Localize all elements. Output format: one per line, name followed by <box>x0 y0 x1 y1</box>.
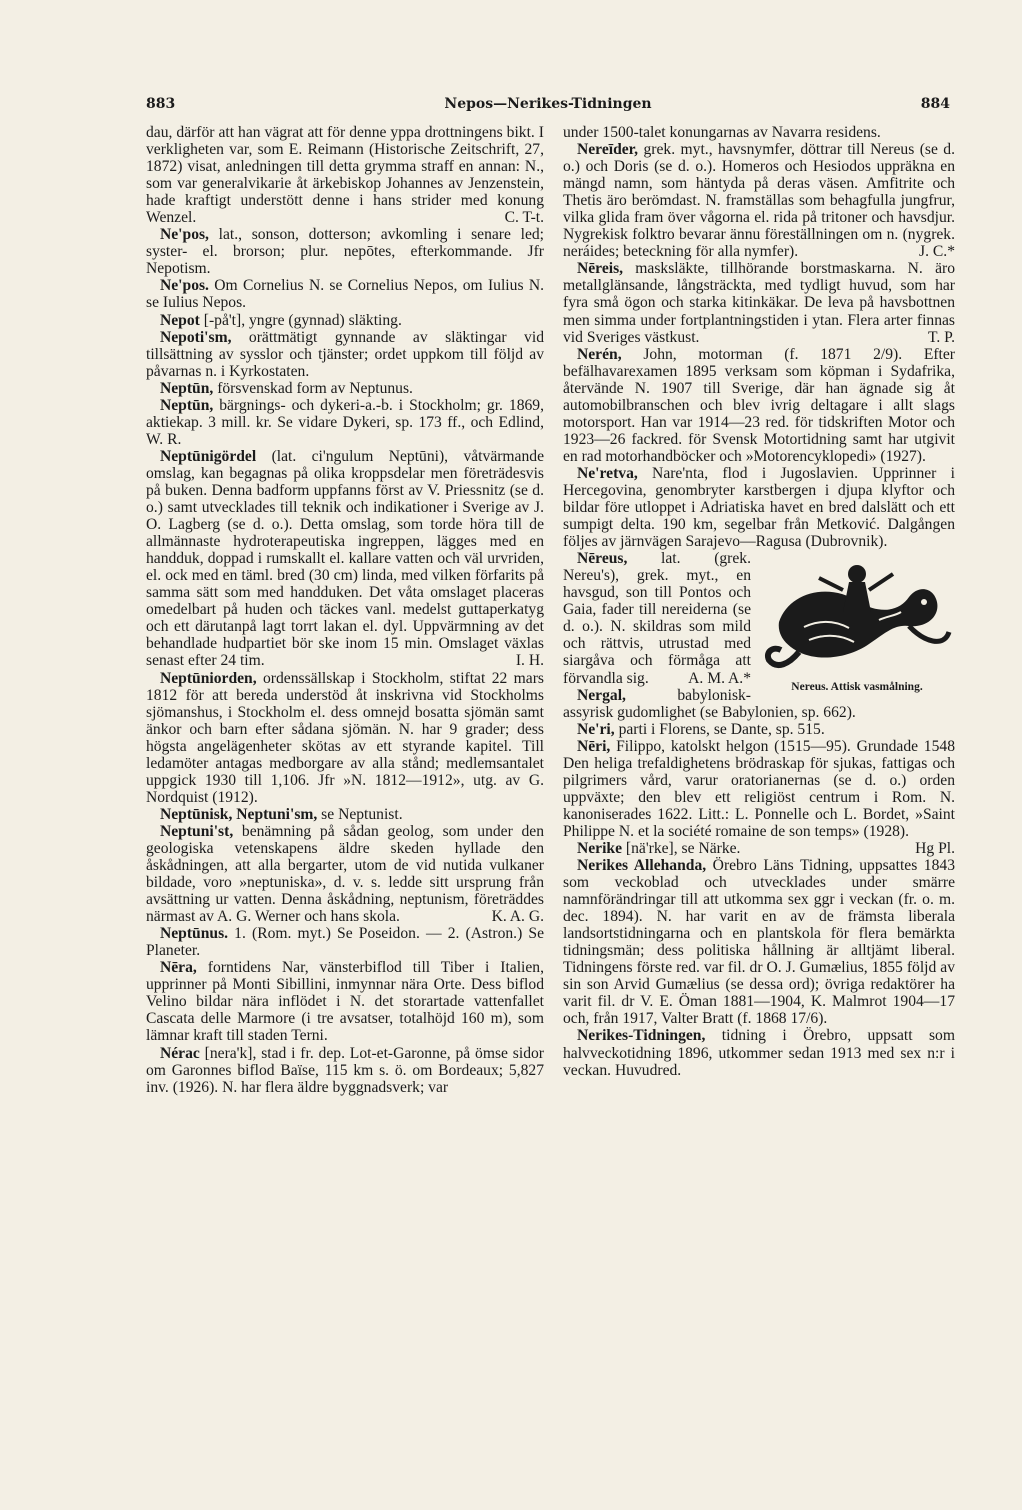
entry-text: Örebro Läns Tidning, uppsattes 1843 som veckoblad och utvecklades under smärre namnförändringar till att utkomma sex ggr i veckan (fr. o. m. dec. 1894). N. har varit en av de främsta liberala landsortstidningarna och en plantskola för flera bemärkta tidningsmän; dess politiska hållning är alltjämt liberal. Tidningens förste red. var fil. dr O. J. Gumælius, 1855 följd av sin son Arvid Gumælius (se dessa ord); övriga redaktörer ha varit fil. dr V. E. Öman 1881—1904, K. Malmrot 1904—17 och, från 1917, Valter Bratt (f. 1868 17/6). <box>563 857 955 1028</box>
article-entry <box>563 840 955 857</box>
author-signature: T. P. <box>927 328 955 346</box>
article-entry <box>146 397 544 448</box>
entry-text: under 1500-talet konungarnas av Navarra residens. <box>563 124 881 141</box>
article-entry <box>146 329 544 380</box>
entry-text: Nare'nta, flod i Jugoslavien. Upprinner i Hercegovina, genombryter karstbergen i djupa klyftor och bildar före utloppet i Adriatiska havet en bred dalslätt och ett sumpigt delta. 190 km, segelbar från Metković. Dalgången följes av järnvägen Sarajevo—Ragusa (Dubrovnik). <box>563 464 955 551</box>
article-entry <box>146 670 544 806</box>
article-entry <box>146 312 544 329</box>
entry-text: [-på't], yngre (gynnad) släkting. <box>199 311 402 329</box>
article-entry <box>146 448 544 670</box>
entry-text: benämning på sådan geolog, som under den geologiska vetenskapens äldre skeden hyllade den åskådningen, att alla bergarter, utom de vid nutida vulkaner bildade, voro »neptuniska», d. v. s. ledde sitt ursprung från avsättning ur vatten. Denna åskådning, neptunism, företräddes närmast av A. G. Werner och hans skola. <box>146 822 544 926</box>
nereus-figure <box>759 552 955 700</box>
entry-text: masksläkte, tillhörande borstmaskarna. N. äro metallglänsande, långsträckta, med tydligt huvud, som har fyra små ögon och starka kitinkäkar. De leva på havsbottnen men simma under fortplantningstiden i ytan. Flera arter finnas vid Sveriges västkust. <box>563 260 955 346</box>
article-entry <box>146 1045 544 1096</box>
author-signature: J. C.* <box>919 243 955 261</box>
entry-headword: Ne'ri, <box>577 720 615 738</box>
entry-text: Filippo, katolskt helgon (1515—95). Grundade 1548 Den heliga trefaldighetens brödraskap för sjukas, fattigas och pilgrimers vård, varur oratorianernas (se d. o.) orden uppväxte; den blev ett religiöst centrum i Rom. N. kanoniserades 1622. Litt.: L. Ponnelle och L. Bordet, »Saint Philippe N. et la société romaine de son temps» (1928). <box>563 737 955 840</box>
article-entry <box>146 226 544 277</box>
article-entry <box>146 277 544 311</box>
page-header <box>146 96 950 118</box>
entry-text: se Neptunist. <box>317 805 403 823</box>
entry-headword: Nergal, <box>577 686 626 704</box>
article-entry <box>146 925 544 959</box>
entry-headword: Nēreus, <box>577 550 628 568</box>
article-entry <box>563 260 955 345</box>
entry-text: tidning i Örebro, uppsatt som halvveckotidning 1896, utkommer sedan 1913 med sex n:r i veckan. Huvudred. <box>563 1027 955 1079</box>
entry-headword: Nēreis, <box>577 260 624 278</box>
author-signature: C. T-t. <box>504 209 544 227</box>
article-entry <box>563 1027 955 1078</box>
entry-headword: Nerén, <box>577 345 622 363</box>
figure-caption: Nereus. Attisk vasmålning. <box>791 681 923 694</box>
article-entry <box>563 346 955 465</box>
entry-headword: Neptūnus. <box>160 925 229 943</box>
entry-headword: Neptūnigördel <box>160 447 257 465</box>
entry-text: ordenssällskap i Stockholm, stiftat 22 mars 1812 för att bereda understöd åt inskrivna vid Stockholms sjömanshus, i Stockholm el. dess omnejd bosatta sjömän samt änkor och barn efter sådana sjömän. N. har 9 grader; dess högsta angelägenheter skötas av ett styrande kapitel. Till ledamöter antagas medborgare av alla stånd; medlemsantalet uppgick 1930 till 1,106. Jfr »N. 1812—1912», utg. av G. Nordquist (1912). <box>146 669 544 806</box>
entry-headword: Nerike <box>577 839 623 857</box>
entry-text: (lat. ci'ngulum Neptūni), våtvärmande omslag, kan begagnas på olika kroppsdelar men företrädesvis på buken. Denna badform uppfanns först av V. Priessnitz (se d. o.) samt utvecklades till teknik och indikationer i Sverige av J. O. Lagberg (se d. o.). Detta omslag, som torde höra till de allmännaste hydroterapeutiska ingreppen, lägges med en handduk, doppad i rumskallt el. kallare vatten och väl urvriden, el. ock med en täml. bred (30 cm) linda, med vilken förfarits på samma sätt som med handduken. Det våta omslaget placeras omedelbart på huden och täckes vanl. medelst guttaperkatyg och ett därutanpå lagt torrt lakan el. dyl. Uppvärmning av det behandlade hudpartiet bör ske inom 15 min. Omslaget växlas senast efter 24 tim. <box>146 447 544 670</box>
nereus-vase-painting-icon <box>759 552 955 680</box>
article-entry <box>146 959 544 1044</box>
entry-headword: Nérac <box>160 1044 200 1062</box>
article-entry <box>563 857 955 1027</box>
entry-headword: Nerikes-Tidningen, <box>577 1027 706 1045</box>
entry-text: grek. myt., havsnymfer, döttrar till Nereus (se d. o.) och Doris (se d. o.). Homeros och Hesiodos uppräkna en mängd namn, som häntyda på deras väsen. Amfitrite och Thetis äro berömdast. N. framställas som behagfulla jungfrur, vilka glida fram över vågorna el. rida på tritoner och havsdjur. Nygrekisk folktro bevarar ännu föreställningen om n. (nygrek. neráides; beteckning för alla nymfer). <box>563 141 955 261</box>
entry-text: bärgnings- och dykeri-a.-b. i Stockholm; gr. 1869, aktiekap. 3 mill. kr. Se vidare Dykeri, sp. 173 ff., och Edlind, W. R. <box>146 396 544 448</box>
entry-headword: Ne'retva, <box>577 464 638 482</box>
entry-headword: Nereīder, <box>577 141 639 159</box>
entry-text: orättmätigt gynnande av släktingar vid tillsättning av sysslor och tjänster; ordet uppkom till följd av påvarnas n. i Kyrkostaten. <box>146 328 544 380</box>
entry-text: [nä'rke], se Närke. <box>622 839 741 857</box>
entry-headword: Neptūn, <box>160 396 214 414</box>
entry-headword: Neptūniorden, <box>160 669 257 687</box>
right-column <box>563 124 955 1424</box>
entry-text: 1. (Rom. myt.) Se Poseidon. — 2. (Astron.) Se Planeter. <box>146 925 544 960</box>
entry-text: lat., sonson, dotterson; avkomling i senare led; syster- el. brorson; plur. nepōtes, efterkommande. Jfr Nepotism. <box>146 226 544 278</box>
left-column <box>146 124 544 1424</box>
article-entry <box>146 823 544 925</box>
entry-headword: Nēri, <box>577 737 611 755</box>
entry-text: försvenskad form av Neptunus. <box>213 379 413 397</box>
entry-text: parti i Florens, se Dante, sp. 515. <box>614 720 825 738</box>
running-title: Nepos—Nerikes-Tidningen <box>444 96 652 112</box>
author-signature: K. A. G. <box>491 908 544 926</box>
entry-text: babylonisk-assyrisk gudomlighet (se Babylonien, sp. 662). <box>563 686 856 721</box>
entry-headword: Neptuni'st, <box>160 822 234 840</box>
author-signature: A. M. A.* <box>688 669 751 687</box>
author-signature: I. H. <box>515 652 544 670</box>
entry-text: dau, därför att han vägrat att för denne yppa drottningens bikt. I verkligheten var, som E. Reimann (Historische Zeitschrift, 27, 1872) visat, anledningen till detta grymma straff en annan: N., som var generalvikarie åt ärkebiskop Johannes av Jenzenstein, hade kraftigt understött denne i hans strider med konung Wenzel. <box>146 124 544 227</box>
article-entry <box>563 721 955 738</box>
entry-text: John, motorman (f. 1871 2/9). Efter befälhavarexamen 1895 verksam som köpman i Sydafrika, återvände N. 1907 till Sverige, där han ägnade sig åt automobilbranschen och blev ivrig deltagare i allt slags motorsport. Han var 1914—23 red. för tidskriften Motor och 1923—26 fackred. för Svensk Motortidning samt har utgivit en rad motorhandböcker och »Motorencyklopedi» (1927). <box>563 345 955 465</box>
entry-headword: Nepoti'sm, <box>160 328 232 346</box>
entry-text: forntidens Nar, vänsterbiflod till Tiber i Italien, upprinner på Monti Sibillini, inmynnar nära Orte. Dess biflod Velino bildar nära inflödet i N. det storartade vattenfallet Cascata delle Marmore (i tre avsatser, totalhöjd 160 m), som lämnar kraft till staden Terni. <box>146 959 544 1045</box>
entry-headword: Nēra, <box>160 959 197 977</box>
entry-headword: Neptūn, <box>160 379 214 397</box>
article-entry <box>146 380 544 397</box>
entry-text: Om Cornelius N. se Cornelius Nepos, om Iulius N. se Iulius Nepos. <box>146 277 544 312</box>
entry-headword: Nepot <box>160 311 200 329</box>
article-entry <box>563 124 955 141</box>
entry-headword: Ne'pos, <box>160 226 209 244</box>
entry-headword: Neptūnisk, Neptuni'sm, <box>160 805 318 823</box>
entry-text: [nera'k], stad i fr. dep. Lot-et-Garonne, på ömse sidor om Garonnes biflod Baïse, 115 km s. ö. om Bordeaux; 5,827 inv. (1926). N. har flera äldre byggnadsverk; var <box>146 1044 544 1096</box>
page-number-right: 884 <box>920 96 950 112</box>
entry-headword: Nerikes Allehanda, <box>577 857 707 875</box>
article-entry <box>563 465 955 550</box>
entry-text: lat. (grek. Nereu's), grek. myt., en havsgud, son till Pontos och Gaia, fader till nereiderna (se d. o.). N. skildras som mild och rättvis, utrustad med siargåva och förmåga att förvandla sig. <box>563 550 751 687</box>
article-entry <box>563 141 955 260</box>
entry-headword: Ne'pos. <box>160 277 209 295</box>
article-entry <box>146 806 544 823</box>
article-entry <box>146 124 544 226</box>
author-signature: Hg Pl. <box>915 839 955 857</box>
page-number-left: 883 <box>146 96 176 112</box>
